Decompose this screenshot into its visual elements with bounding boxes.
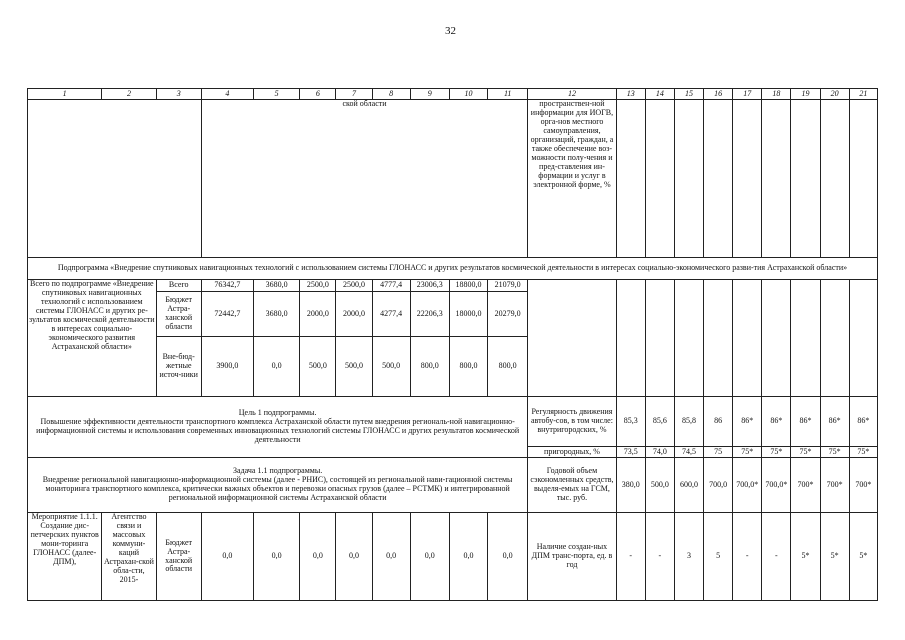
column-number: 10 [449, 89, 487, 100]
value-cell: 4277,4 [372, 292, 410, 337]
value-cell: 0,0 [449, 513, 487, 601]
indicator-value: 380,0 [616, 458, 645, 513]
indicator-value: 74,0 [645, 447, 674, 458]
value-cell: 3900,0 [201, 337, 253, 397]
value-cell: 0,0 [254, 513, 300, 601]
value-cell: 72442,7 [201, 292, 253, 337]
value-cell: 0,0 [372, 513, 410, 601]
measure-row [28, 513, 878, 601]
indicator-value: 75* [733, 447, 762, 458]
value-cell: 0,0 [254, 337, 300, 397]
task-title: Задача 1.1 подпрограммы. [233, 466, 323, 476]
value-cell: 0,0 [201, 513, 253, 601]
task-text: Внедрение региональной навигационно-информационной системы (далее - РНИС), состоящей из региональной нави-гационной системы мониторинга транспортного комплекса, критически важных объектов и перевозки опасных грузов (далее – РСТМК) и интегрированной региональной информационной системы Астраханской области [42, 475, 513, 502]
column-number: 6 [300, 89, 336, 100]
column-number: 17 [733, 89, 762, 100]
column-number: 3 [156, 89, 201, 100]
value-cell: 0,0 [488, 513, 528, 601]
indicator-value: - [733, 513, 762, 601]
indicator-value: 5 [704, 513, 733, 601]
column-number: 7 [336, 89, 372, 100]
indicator-name: Годовой объем сэкономленных средств, выделя-емых на ГСМ, тыс. руб. [528, 458, 616, 513]
indicator-value: 74,5 [674, 447, 703, 458]
value-cell: 2500,0 [300, 280, 336, 292]
column-number: 2 [102, 89, 156, 100]
goal-text: Повышение эффективности деятельности транспортного комплекса Астраханской области путем внедрения региональ-ной навигационно-информационной системы и использования современных инновационных технологий системы ГЛОНАСС и других результатов космической деятельности [36, 417, 520, 444]
column-number: 15 [674, 89, 703, 100]
indicator-value: 86* [791, 397, 820, 447]
indicator-value: 86* [820, 397, 849, 447]
value-cell: 21079,0 [488, 280, 528, 292]
value-cell: 3680,0 [254, 292, 300, 337]
indicator-value: 3 [674, 513, 703, 601]
column-number: 19 [791, 89, 820, 100]
indicator-value: 5* [820, 513, 849, 601]
value-cell: 500,0 [336, 337, 372, 397]
indicator-value: 700* [820, 458, 849, 513]
column-number: 5 [254, 89, 300, 100]
subprogram-total-row [28, 280, 878, 292]
column-number: 1 [28, 89, 102, 100]
indicator-value: 86* [733, 397, 762, 447]
indicator-value: 73,5 [616, 447, 645, 458]
task-cell [28, 458, 528, 513]
indicator-value: 700* [791, 458, 820, 513]
column-number: 9 [410, 89, 449, 100]
indicator-value: 86* [849, 397, 877, 447]
task-row [28, 458, 878, 513]
subprogram-title-row [28, 258, 878, 280]
program-table [27, 88, 878, 601]
value-cell: 0,0 [410, 513, 449, 601]
continuation-row [28, 100, 878, 258]
indicator-value: 86 [704, 397, 733, 447]
value-cell: 500,0 [300, 337, 336, 397]
column-number: 13 [616, 89, 645, 100]
funding-source: Бюджет Астра-ханской области [156, 513, 201, 601]
indicator-value: - [762, 513, 791, 601]
value-cell: 22206,3 [410, 292, 449, 337]
goal-title: Цель 1 подпрограммы. [238, 408, 317, 418]
value-cell: 2500,0 [336, 280, 372, 292]
value-cell: 0,0 [300, 513, 336, 601]
indicator-value: 700* [849, 458, 877, 513]
value-cell: 800,0 [449, 337, 487, 397]
funding-source: Всего [156, 280, 201, 292]
column-number: 20 [820, 89, 849, 100]
value-cell: 18000,0 [449, 292, 487, 337]
column-number: 4 [201, 89, 253, 100]
continuation-text: ской области [201, 100, 527, 258]
indicator-value: 85,3 [616, 397, 645, 447]
indicator-name: Наличие создан-ных ДПМ транс-порта, ед. в год [528, 513, 616, 601]
value-cell: 3680,0 [254, 280, 300, 292]
subprogram-title: Подпрограмма «Внедрение спутниковых навигационных технологий с использованием системы ГЛОНАСС и других результатов космической деятельности в интересах социально-экономического разви-тия Астраханской области» [28, 258, 878, 280]
indicator-value: - [616, 513, 645, 601]
subprogram-total-label: Всего по подпрограмме «Внедрение спутниковых навигационных технологий с использованием системы ГЛОНАСС и других ре-зультатов космической деятельности в интересах социально-экономического развития Астраханской области» [28, 280, 157, 397]
indicator-name: Регулярность движения автобу-сов, в том числе: внутригородских, % [528, 397, 616, 447]
page-number: 32 [445, 25, 456, 37]
column-number: 21 [849, 89, 877, 100]
indicator-value: 700,0* [733, 458, 762, 513]
column-number: 11 [488, 89, 528, 100]
column-number: 16 [704, 89, 733, 100]
indicator-value: 75* [820, 447, 849, 458]
funding-source: Вне-бюд-жетные источ-ники [156, 337, 201, 397]
column-number: 14 [645, 89, 674, 100]
value-cell: 76342,7 [201, 280, 253, 292]
goal-row [28, 397, 878, 447]
indicator-value: 5* [849, 513, 877, 601]
value-cell: 800,0 [488, 337, 528, 397]
value-cell: 4777,4 [372, 280, 410, 292]
indicator-value: 600,0 [674, 458, 703, 513]
indicator-value: 75* [762, 447, 791, 458]
goal-cell [28, 397, 528, 458]
value-cell: 2000,0 [300, 292, 336, 337]
value-cell: 2000,0 [336, 292, 372, 337]
value-cell: 500,0 [372, 337, 410, 397]
column-number: 12 [528, 89, 616, 100]
measure-executor: Агентство связи и массовых коммуни-каций Астрахан-ской обла-сти, 2015- [102, 513, 156, 601]
column-number-row [28, 89, 878, 100]
indicator-value: 700,0 [704, 458, 733, 513]
indicator-value: 75* [849, 447, 877, 458]
value-cell: 18800,0 [449, 280, 487, 292]
indicator-cell: пространствен-ной информации для ИОГВ, орга-нов местного самоуправления, организаций, граждан, а также обеспечение воз-можности полу-чения и пред-ставления ин-формации и услуг в электронной форме, % [528, 100, 616, 258]
column-number: 18 [762, 89, 791, 100]
indicator-value: - [645, 513, 674, 601]
indicator-value: 85,8 [674, 397, 703, 447]
value-cell: 0,0 [336, 513, 372, 601]
funding-source: Бюджет Астра-ханской области [156, 292, 201, 337]
column-number: 8 [372, 89, 410, 100]
indicator-value: 500,0 [645, 458, 674, 513]
indicator-value: 85,6 [645, 397, 674, 447]
indicator-value: 86* [762, 397, 791, 447]
value-cell: 23006,3 [410, 280, 449, 292]
indicator-value: 5* [791, 513, 820, 601]
indicator-name: пригородных, % [528, 447, 616, 458]
indicator-value: 75* [791, 447, 820, 458]
indicator-value: 75 [704, 447, 733, 458]
measure-name: Мероприятие 1.1.1. Создание дис-петчерских пунктов мони-торинга ГЛОНАСС (далее-ДПМ), [28, 513, 102, 601]
value-cell: 800,0 [410, 337, 449, 397]
indicator-value: 700,0* [762, 458, 791, 513]
value-cell: 20279,0 [488, 292, 528, 337]
